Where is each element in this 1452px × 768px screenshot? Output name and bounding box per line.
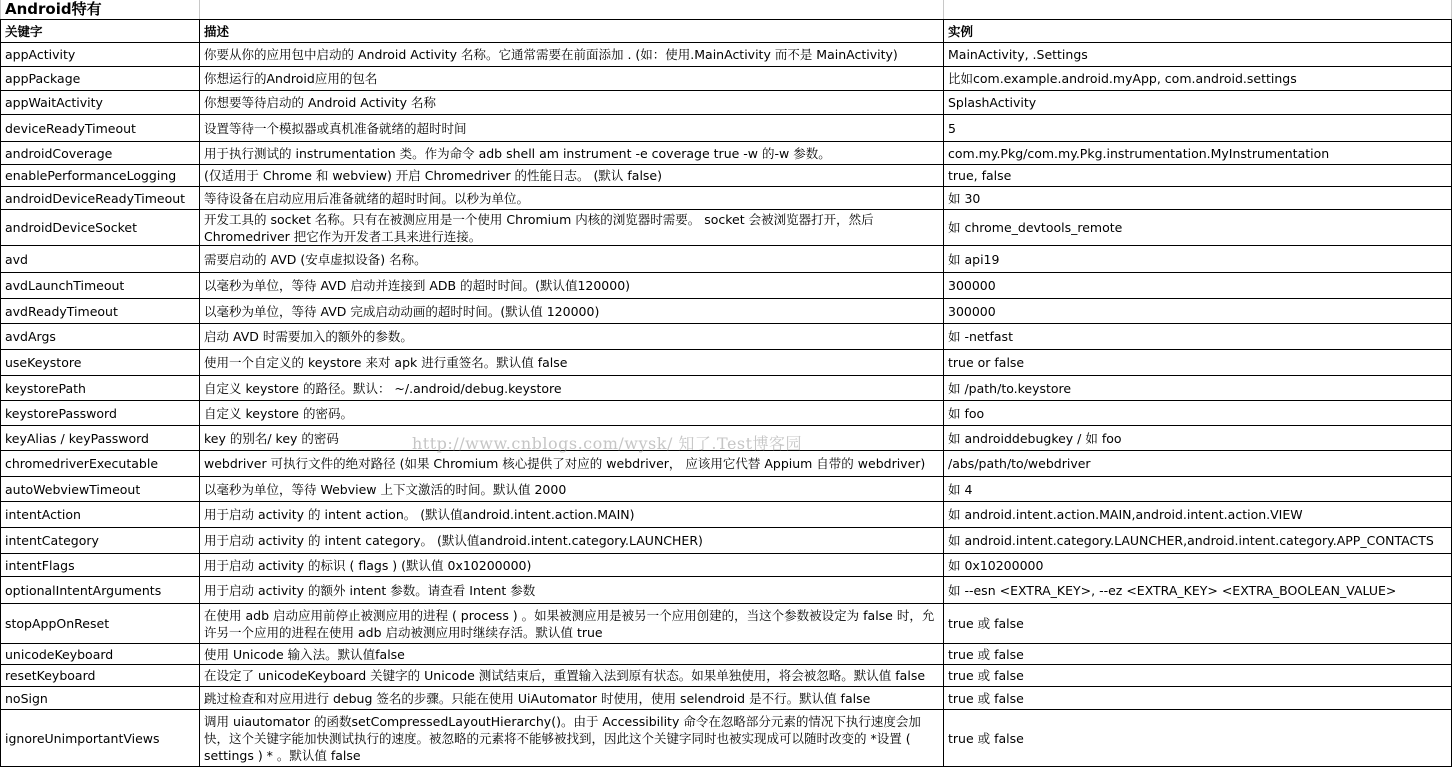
table-row <box>1 426 1452 451</box>
description-cell[interactable]: 在设定了 unicodeKeyboard 关键字的 Unicode 测试结束后，重置输入法到原有状态。如果单独使用，将会被忽略。默认值 false <box>200 665 944 687</box>
keyword-cell[interactable]: resetKeyboard <box>1 665 200 687</box>
description-cell[interactable]: 使用一个自定义的 keystore 来对 apk 进行重签名。默认值 false <box>200 350 944 376</box>
example-cell[interactable]: 如 4 <box>944 477 1452 502</box>
example-cell[interactable]: 5 <box>944 115 1452 142</box>
example-cell[interactable]: true 或 false <box>944 604 1452 644</box>
keyword-cell[interactable]: appWaitActivity <box>1 91 200 115</box>
description-cell[interactable]: 设置等待一个模拟器或真机准备就绪的超时时间 <box>200 115 944 142</box>
keyword-cell[interactable]: androidCoverage <box>1 142 200 165</box>
description-cell[interactable]: 使用 Unicode 输入法。默认值false <box>200 644 944 665</box>
example-cell[interactable]: 如 -netfast <box>944 324 1452 350</box>
table-row <box>1 142 1452 165</box>
watermark-text: http://www.cnblogs.com/wysk/ 知了.Test博客园 <box>412 434 803 453</box>
table-row <box>1 710 1452 767</box>
description-cell[interactable]: webdriver 可执行文件的绝对路径 (如果 Chromium 核心提供了对应的 webdriver， 应该用它代替 Appium 自带的 webdriver) <box>200 451 944 477</box>
example-cell[interactable]: 如 /path/to.keystore <box>944 376 1452 401</box>
keyword-cell[interactable]: keystorePassword <box>1 401 200 426</box>
title-row <box>1 0 1452 20</box>
example-cell[interactable]: 如 android.intent.action.MAIN,android.intent.action.VIEW <box>944 502 1452 528</box>
description-cell[interactable]: 用于启动 activity 的额外 intent 参数。请查看 Intent 参数 <box>200 577 944 604</box>
example-cell[interactable]: 如 api19 <box>944 246 1452 273</box>
description-cell[interactable]: 开发工具的 socket 名称。只有在被测应用是一个使用 Chromium 内核的浏览器时需要。 socket 会被浏览器打开，然后 Chromedriver 把它作为开发者工具来进行连接。 <box>200 210 944 246</box>
description-cell[interactable]: 启动 AVD 时需要加入的额外的参数。 <box>200 324 944 350</box>
description-cell[interactable]: 自定义 keystore 的密码。 <box>200 401 944 426</box>
keyword-cell[interactable]: intentAction <box>1 502 200 528</box>
table-row <box>1 67 1452 91</box>
description-cell[interactable]: 以毫秒为单位，等待 Webview 上下文激活的时间。默认值 2000 <box>200 477 944 502</box>
keyword-cell[interactable]: unicodeKeyboard <box>1 644 200 665</box>
table-row <box>1 604 1452 644</box>
table-row <box>1 451 1452 477</box>
description-cell[interactable]: 需要启动的 AVD (安卓虚拟设备) 名称。 <box>200 246 944 273</box>
keyword-cell[interactable]: appActivity <box>1 43 200 67</box>
example-cell[interactable]: true 或 false <box>944 710 1452 767</box>
example-cell[interactable]: 如 androiddebugkey / 如 foo <box>944 426 1452 451</box>
example-cell[interactable]: 300000 <box>944 299 1452 324</box>
table-row <box>1 210 1452 246</box>
header-description[interactable]: 描述 <box>200 20 944 43</box>
description-cell[interactable]: 调用 uiautomator 的函数setCompressedLayoutHierarchy()。由于 Accessibility 命令在忽略部分元素的情况下执行速度会加快，这个关键字能加快测试执行的速度。被忽略的元素将不能够被找到，因此这个关键字同时也被实现成可以随时改变的 *设置 ( settings ) * 。默认值 false <box>200 710 944 767</box>
description-cell[interactable]: 以毫秒为单位，等待 AVD 完成启动动画的超时时间。(默认值 120000) <box>200 299 944 324</box>
table-row <box>1 350 1452 376</box>
keyword-cell[interactable]: chromedriverExecutable <box>1 451 200 477</box>
table-row <box>1 246 1452 273</box>
description-cell[interactable]: 等待设备在启动应用后准备就绪的超时时间。以秒为单位。 <box>200 187 944 210</box>
example-cell[interactable]: true 或 false <box>944 644 1452 665</box>
table-row <box>1 665 1452 687</box>
example-cell[interactable]: true or false <box>944 350 1452 376</box>
description-cell[interactable]: 用于启动 activity 的 intent action。 (默认值android.intent.action.MAIN) <box>200 502 944 528</box>
keyword-cell[interactable]: avd <box>1 246 200 273</box>
description-cell[interactable]: 你想运行的Android应用的包名 <box>200 67 944 91</box>
description-cell[interactable]: 跳过检查和对应用进行 debug 签名的步骤。只能在使用 UiAutomator 时使用，使用 selendroid 是不行。默认值 false <box>200 687 944 710</box>
keyword-cell[interactable]: androidDeviceReadyTimeout <box>1 187 200 210</box>
description-cell[interactable]: 用于启动 activity 的 intent category。 (默认值android.intent.category.LAUNCHER) <box>200 528 944 554</box>
header-row <box>1 20 1452 43</box>
keyword-cell[interactable]: appPackage <box>1 67 200 91</box>
example-cell[interactable]: 如 foo <box>944 401 1452 426</box>
example-cell[interactable]: true 或 false <box>944 665 1452 687</box>
example-cell[interactable]: true 或 false <box>944 687 1452 710</box>
keyword-cell[interactable]: optionalIntentArguments <box>1 577 200 604</box>
keyword-cell[interactable]: noSign <box>1 687 200 710</box>
table-row <box>1 401 1452 426</box>
keyword-cell[interactable]: autoWebviewTimeout <box>1 477 200 502</box>
example-cell[interactable]: 比如com.example.android.myApp, com.android.settings <box>944 67 1452 91</box>
example-cell[interactable]: com.my.Pkg/com.my.Pkg.instrumentation.MyInstrumentation <box>944 142 1452 165</box>
keyword-cell[interactable]: keyAlias / keyPassword <box>1 426 200 451</box>
table-row <box>1 273 1452 299</box>
keyword-cell[interactable]: useKeystore <box>1 350 200 376</box>
table-row <box>1 528 1452 554</box>
description-cell[interactable]: 你要从你的应用包中启动的 Android Activity 名称。它通常需要在前面添加 . (如：使用.MainActivity 而不是 MainActivity) <box>200 43 944 67</box>
example-cell[interactable]: 如 --esn <EXTRA_KEY>, --ez <EXTRA_KEY> <EXTRA_BOOLEAN_VALUE> <box>944 577 1452 604</box>
table-row <box>1 91 1452 115</box>
description-cell[interactable]: 用于启动 activity 的标识 ( flags ) (默认值 0x10200000) <box>200 554 944 577</box>
title-empty-cell[interactable] <box>944 0 1452 20</box>
keyword-cell[interactable]: avdReadyTimeout <box>1 299 200 324</box>
table-row <box>1 554 1452 577</box>
keyword-cell[interactable]: enablePerformanceLogging <box>1 165 200 187</box>
table-row <box>1 43 1452 67</box>
table-row <box>1 165 1452 187</box>
description-cell[interactable]: key 的别名/ key 的密码 <box>200 426 944 451</box>
description-cell[interactable]: (仅适用于 Chrome 和 webview) 开启 Chromedriver 的性能日志。 (默认 false) <box>200 165 944 187</box>
keyword-cell[interactable]: ignoreUnimportantViews <box>1 710 200 767</box>
keyword-cell[interactable]: keystorePath <box>1 376 200 401</box>
table-row <box>1 687 1452 710</box>
keyword-cell[interactable]: intentCategory <box>1 528 200 554</box>
example-cell[interactable]: 如 android.intent.category.LAUNCHER,android.intent.category.APP_CONTACTS <box>944 528 1452 554</box>
table-row <box>1 115 1452 142</box>
table-row <box>1 376 1452 401</box>
description-cell[interactable]: 以毫秒为单位，等待 AVD 启动并连接到 ADB 的超时时间。(默认值120000) <box>200 273 944 299</box>
description-cell[interactable]: 你想要等待启动的 Android Activity 名称 <box>200 91 944 115</box>
example-cell[interactable]: 如 0x10200000 <box>944 554 1452 577</box>
title-empty-cell[interactable] <box>200 0 944 20</box>
keyword-cell[interactable]: androidDeviceSocket <box>1 210 200 246</box>
keyword-cell[interactable]: deviceReadyTimeout <box>1 115 200 142</box>
example-cell[interactable]: true, false <box>944 165 1452 187</box>
table-row <box>1 187 1452 210</box>
example-cell[interactable]: SplashActivity <box>944 91 1452 115</box>
table-row <box>1 502 1452 528</box>
table-row <box>1 324 1452 350</box>
example-cell[interactable]: /abs/path/to/webdriver <box>944 451 1452 477</box>
sheet-title[interactable]: Android特有 <box>1 0 200 20</box>
description-cell[interactable]: 自定义 keystore 的路径。默认： ~/.android/debug.keystore <box>200 376 944 401</box>
example-cell[interactable]: 300000 <box>944 273 1452 299</box>
table-row <box>1 477 1452 502</box>
example-cell[interactable]: 如 chrome_devtools_remote <box>944 210 1452 246</box>
table-row <box>1 577 1452 604</box>
example-cell[interactable]: MainActivity, .Settings <box>944 43 1452 67</box>
keyword-cell[interactable]: avdArgs <box>1 324 200 350</box>
header-keyword[interactable]: 关键字 <box>1 20 200 43</box>
keyword-cell[interactable]: avdLaunchTimeout <box>1 273 200 299</box>
description-cell[interactable]: 在使用 adb 启动应用前停止被测应用的进程 ( process ) 。如果被测应用是被另一个应用创建的，当这个参数被设定为 false 时，允许另一个应用的进程在使用 adb 启动被测应用时继续存活。默认值 true <box>200 604 944 644</box>
description-cell[interactable]: 用于执行测试的 instrumentation 类。作为命令 adb shell am instrument -e coverage true -w 的-w 参数。 <box>200 142 944 165</box>
keyword-cell[interactable]: stopAppOnReset <box>1 604 200 644</box>
table-row <box>1 299 1452 324</box>
header-example[interactable]: 实例 <box>944 20 1452 43</box>
example-cell[interactable]: 如 30 <box>944 187 1452 210</box>
table-row <box>1 644 1452 665</box>
keyword-cell[interactable]: intentFlags <box>1 554 200 577</box>
